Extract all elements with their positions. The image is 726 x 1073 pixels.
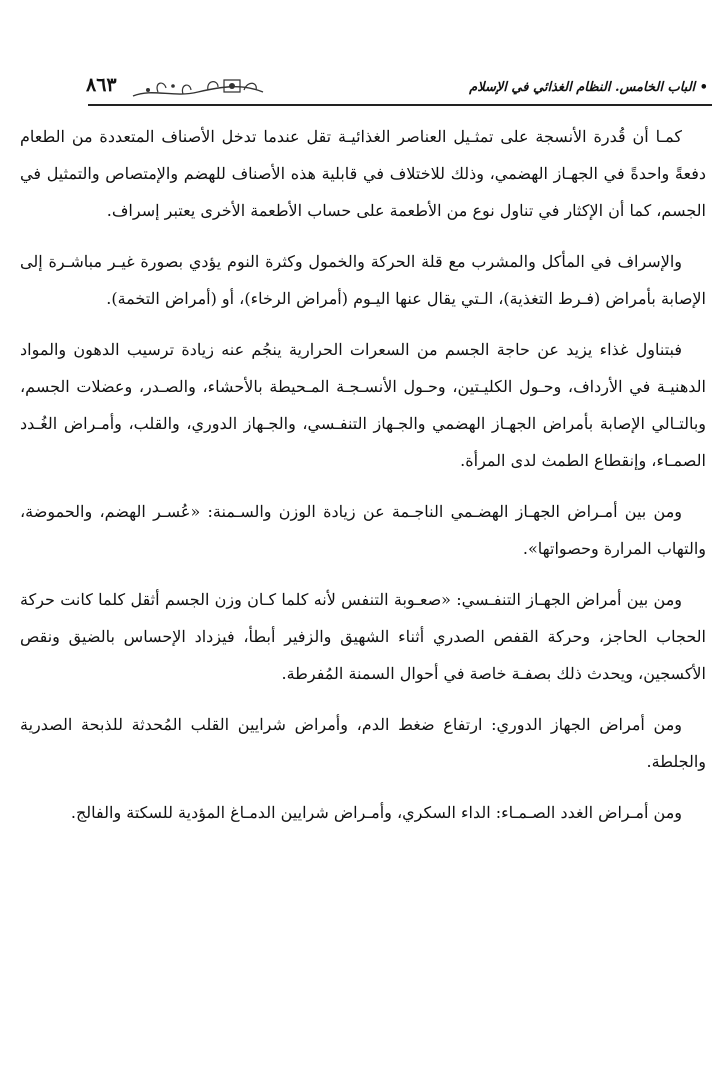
running-title: • الباب الخامس. النظام الغذائي في الإسلام [469, 80, 708, 95]
paragraph: والإسراف في المأكل والمشرب مع قلة الحركة والخمول وكثرة النوم يؤدي بصورة غيـر مباشـرة إلى الإصابة بأمراض (فـرط التغذية)، الـتي يقال عنها اليـوم (أمراض الرخاء)، أو (أمراض التخمة). [20, 252, 706, 308]
paragraph: ومن أمراض الجهاز الدوري: ارتفاع ضغط الدم، وأمراض شرايين القلب المُحدثة للذبحة الصدرية والجلطة. [20, 715, 706, 771]
page-number: ٨٦٣ [86, 74, 117, 96]
paragraph: ومن بين أمراض الجهـاز التنفـسي: «صعـوبة التنفس لأنه كلما كـان وزن الجسم أثقل كلما كانت حركة الحجاب الحاجز، وحركة القفص الصدري أثناء الشهيق والزفير أبطأ، فيزداد الإحساس بالضيق ونقص الأكسجين، ويحدث ذلك بصفـة خاصة في أحوال السمنة المُفرطة. [20, 590, 706, 683]
body-text [20, 118, 706, 845]
paragraph: فبتناول غذاء يزيد عن حاجة الجسم من السعرات الحرارية ينجُم عنه زيادة ترسيب الدهون والمواد الدهنيـة في الأرداف، وحـول الكليـتين، وحـول الأنسـجـة المـحيطة بالأحشاء، والصـدر، وعضلات الجسم، وبالتـالي الإصابة بأمراض الجهـاز الهضمي والجـهاز التنفـسي، والجـهاز الدوري، والقلب، وأمـراض الغُـدد الصمـاء، وإنقطاع الطمث لدى المرأة. [20, 340, 707, 470]
paragraph: ومن بين أمـراض الجهـاز الهضـمي الناجـمة عن زيادة الوزن والسـمنة: «عُسـر الهضم، والحموضة، والتهاب المرارة وحصواتها». [20, 502, 706, 558]
paragraph: كمـا أن قُدرة الأنسجة على تمثـيل العناصر الغذائيـة تقل عندما تدخل الأصناف المتعددة من الطعام دفعةً واحدةً في الجهـاز الهضمي، وذلك للاختلاف في قابلية هذه الأصناف للهضم والإمتصاص والتمثيل في الجسم، كما أن الإكثار في تناول نوع من الأطعمة على حساب الأطعمة الأخرى يعتبر إسراف. [20, 127, 706, 220]
header-rule [88, 104, 712, 106]
paragraph: ومن أمـراض الغدد الصـمـاء: الداء السكري، وأمـراض شرايين الدمـاغ المؤدية للسكتة والفالج. [70, 803, 682, 822]
floral-ornament-icon [128, 74, 268, 102]
